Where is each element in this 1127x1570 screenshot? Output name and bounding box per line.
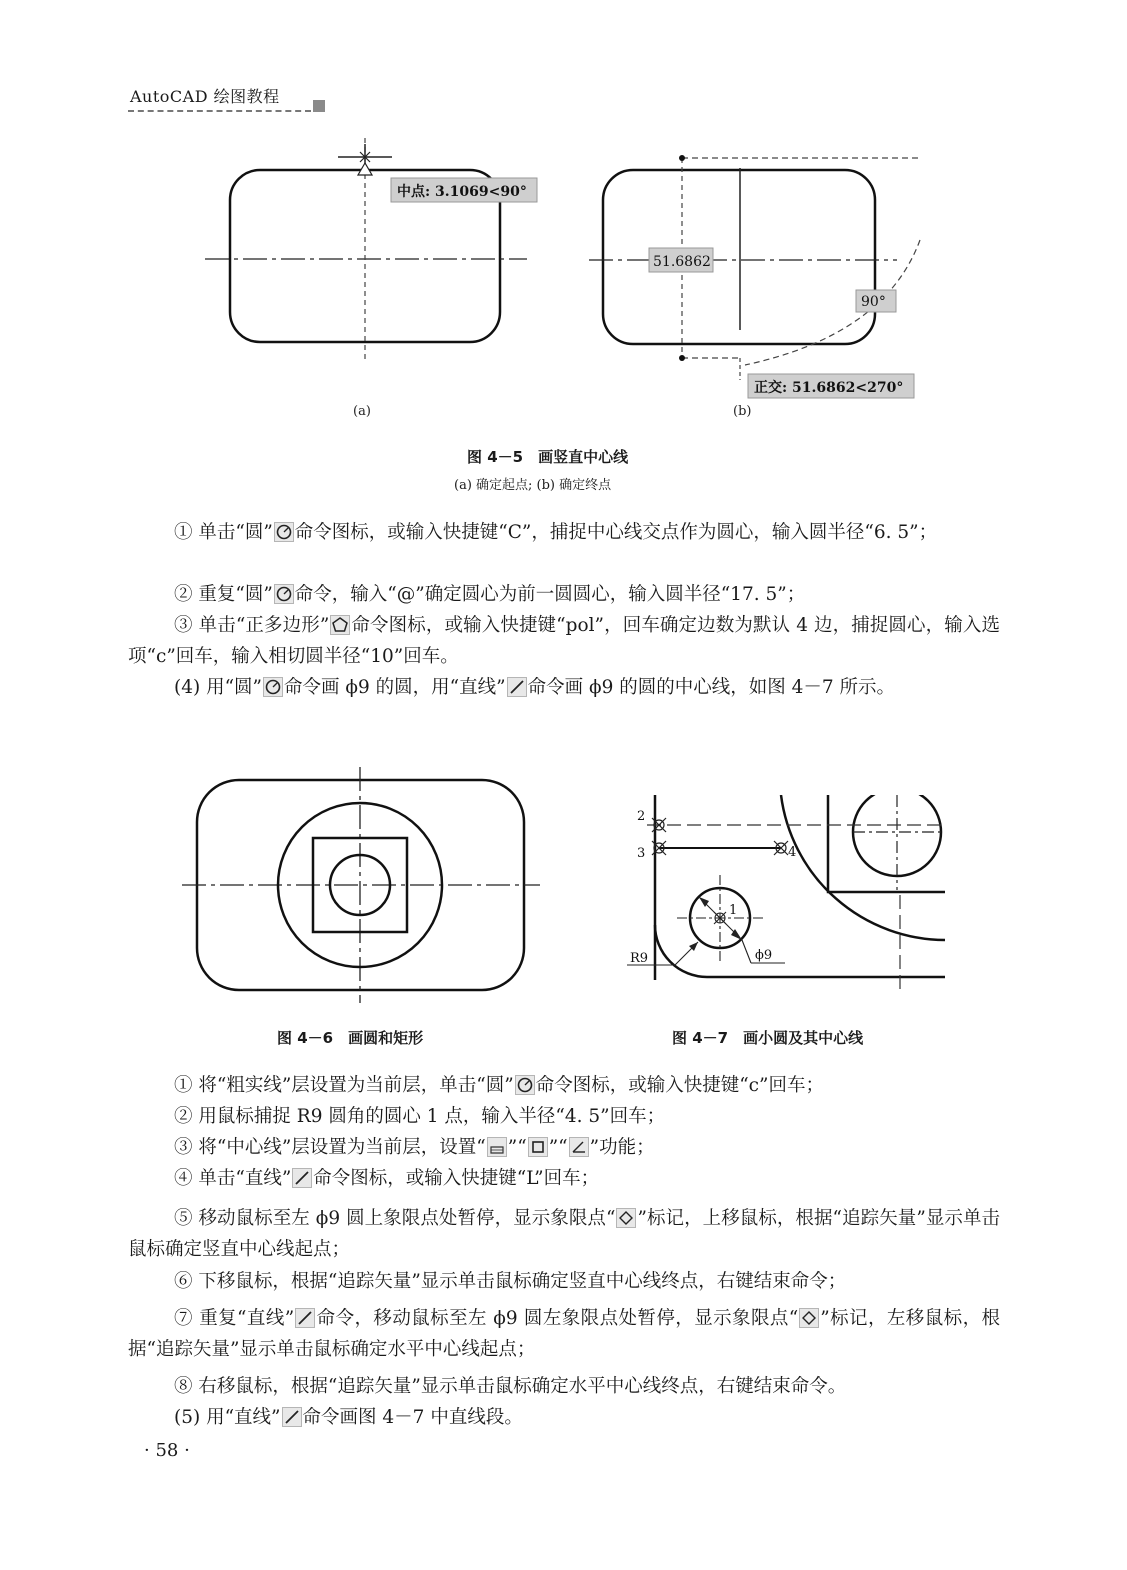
circle-command-icon	[274, 584, 294, 604]
figure-4-5b	[585, 140, 935, 430]
paragraph-substep-5: ⑤ 移动鼠标至左 ϕ9 圆上象限点处暂停，显示象限点“ ”标记，上移鼠标，根据“追踪矢量”显示单击鼠标确定竖直中心线起点；	[128, 1208, 1001, 1260]
header-dashed-rule	[128, 110, 311, 112]
object-snap-tracking-icon	[569, 1137, 589, 1157]
point-label-1: 1	[729, 903, 738, 918]
point-label-4: 4	[788, 845, 797, 860]
line-command-icon	[295, 1308, 315, 1328]
radius-label-r9: R9	[630, 951, 649, 966]
paragraph-substep-7: ⑦ 重复“直线” 命令，移动鼠标至左 ϕ9 圆左象限点处暂停，显示象限点“ ”标记，左移鼠标，根据“追踪矢量”显示单击鼠标确定水平中心线起点；	[128, 1308, 1000, 1360]
running-header: AutoCAD 绘图教程	[130, 87, 280, 106]
midpoint-tooltip: 中点: 3.1069<90°	[397, 184, 527, 200]
figure-4-5a	[195, 130, 545, 430]
page-number: · 58 ·	[144, 1440, 190, 1461]
circle-command-icon	[515, 1075, 535, 1095]
object-snap-icon	[528, 1137, 548, 1157]
figure-4-7-caption: 图 4－7 画小圆及其中心线	[672, 1029, 864, 1047]
paragraph-substep-2: ② 用鼠标捕捉 R9 圆角的圆心 1 点，输入半径“4. 5”回车；	[174, 1106, 666, 1127]
point-label-3: 3	[637, 846, 646, 861]
paragraph-step-5: (5) 用“直线” 命令画图 4－7 中直线段。	[174, 1407, 523, 1428]
subfigure-label-b: (b)	[733, 404, 752, 419]
subfigure-label-a: (a)	[353, 404, 371, 419]
quadrant-marker-icon	[799, 1308, 819, 1328]
paragraph-substep-1: ① 将“粗实线”层设置为当前层，单击“圆” 命令图标，或输入快捷键“c”回车；	[174, 1075, 824, 1096]
length-tooltip: 51.6862	[653, 254, 711, 270]
figure-4-5-subcaption: (a) 确定起点; (b) 确定终点	[454, 478, 612, 493]
paragraph-step-4: (4) 用“圆” 命令画 ϕ9 的圆，用“直线” 命令画 ϕ9 的圆的中心线，如图 4－7 所示。	[174, 677, 896, 698]
figure-4-7	[625, 795, 950, 1000]
paragraph-step-1: ① 单击“圆” 命令图标，或输入快捷键“C”，捕捉中心线交点作为圆心，输入圆半径“6. 5”；	[174, 522, 938, 543]
diameter-label-phi9: ϕ9	[755, 948, 773, 963]
line-command-icon	[282, 1407, 302, 1427]
angle-tooltip: 90°	[861, 294, 886, 310]
polygon-command-icon	[330, 615, 350, 635]
point-label-2: 2	[637, 809, 646, 824]
figure-4-6-caption: 图 4－6 画圆和矩形	[277, 1029, 424, 1047]
snap-mode-icon	[487, 1137, 507, 1157]
line-command-icon	[292, 1168, 312, 1188]
paragraph-substep-3: ③ 将“中心线”层设置为当前层，设置“ ”“ ”“ ”功能；	[174, 1137, 655, 1158]
circle-command-icon	[274, 522, 294, 542]
paragraph-substep-6: ⑥ 下移鼠标，根据“追踪矢量”显示单击鼠标确定竖直中心线终点，右键结束命令；	[174, 1271, 847, 1292]
figure-4-5-caption: 图 4－5 画竖直中心线	[467, 448, 629, 466]
paragraph-step-3: ③ 单击“正多边形” 命令图标，或输入快捷键“pol”，回车确定边数为默认 4 边，捕捉圆心，输入选项“c”回车，输入相切圆半径“10”回车。	[128, 615, 1000, 667]
figure-4-6	[180, 765, 545, 1005]
circle-command-icon	[263, 677, 283, 697]
line-command-icon	[507, 677, 527, 697]
header-square-mark	[313, 100, 325, 112]
paragraph-substep-8: ⑧ 右移鼠标，根据“追踪矢量”显示单击鼠标确定水平中心线终点，右键结束命令。	[174, 1376, 847, 1397]
paragraph-substep-4: ④ 单击“直线” 命令图标，或输入快捷键“L”回车；	[174, 1168, 600, 1189]
ortho-tooltip: 正交: 51.6862<270°	[754, 380, 904, 396]
paragraph-step-2: ② 重复“圆” 命令，输入“@”确定圆心为前一圆圆心，输入圆半径“17. 5”；	[174, 584, 806, 605]
quadrant-marker-icon	[616, 1208, 636, 1228]
